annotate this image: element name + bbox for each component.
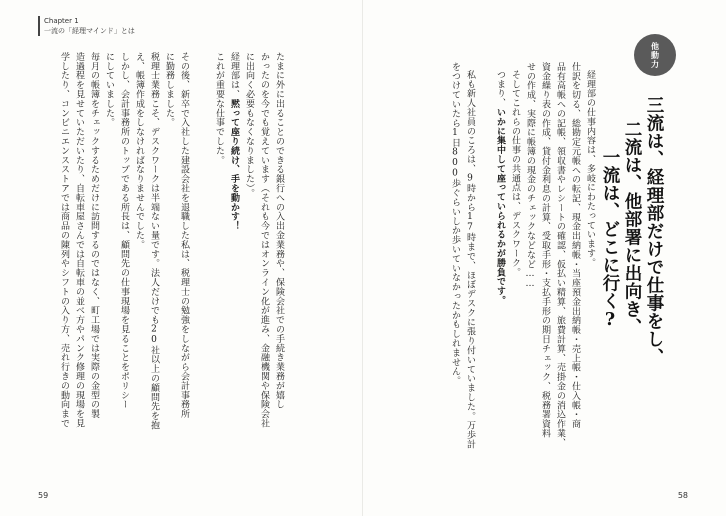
- body-line-with-emphasis: [229, 52, 238, 231]
- body-line-with-emphasis: [495, 70, 504, 305]
- body-line: に勤務しました。: [164, 52, 174, 128]
- headline-line-1: 三流は、経理部だけで仕事をし、: [644, 96, 664, 366]
- body-line: せの作成、実際に帳簿の現金のチェックなどなど……: [525, 62, 535, 290]
- body-line: かったのを今でも覚えています（それも今ではオンライン化が進み、金融機関や保険会社: [259, 52, 269, 428]
- body-line: 私も新人社員のころは、9時から17時まで、ほぼデスクに張り付いていました。万歩計: [465, 70, 475, 449]
- body-line: そしてこれらの仕事の共通点は、デスクワーク。: [510, 70, 520, 277]
- page-58: [363, 0, 726, 516]
- body-line: 造過程を見せていただいたり、自転車屋さんでは自転車の並べ方やパンク修理の現場を見: [74, 52, 84, 428]
- body-line: これが重要な仕事でした。: [214, 52, 224, 165]
- body-line: 資金繰り表の作成、貸付金利息の計算、受取手形・支払手形の期日チェック、税務署資料: [540, 62, 550, 438]
- chapter-label: Chapter 1: [44, 17, 79, 25]
- page-number: 58: [677, 491, 688, 500]
- section-badge: [634, 34, 676, 76]
- body-line: にしていました。: [104, 52, 114, 128]
- emphasis-text: いかに集中して座っていられるかが勝負です。: [495, 107, 505, 306]
- body-line: その後、新卒で入社した建設会社を退職した私は、税理士の勉強をしながら会計事務所: [179, 52, 189, 419]
- section-badge-label: 他動力: [650, 41, 660, 69]
- body-line: え、帳簿作成をしなければなりませんでした。: [134, 52, 144, 250]
- body-line: 学したり、コンビニエンスストアでは商品の陳列やシフトの入り方、売れ行きの動向まで: [59, 52, 69, 428]
- body-line: に出向く必要もなくなりました）。: [244, 52, 254, 198]
- body-line: 毎月の帳簿をチェックするためだけに訪問するのではなく、町工場では実際の金型の製: [89, 52, 99, 419]
- body-line: たまに外に出ることのできる銀行への入出金業務や、保険会社での手続き業務が嬉し: [274, 52, 284, 410]
- running-head: [38, 16, 135, 36]
- body-line: をつけていたら1日800歩ぐらいしか歩いていなかったかもしれません。: [450, 62, 460, 386]
- chapter-title: 一流の「経理マインド」とは: [44, 27, 135, 35]
- body-text: 経理部は、: [229, 52, 239, 99]
- body-line: 品有高帳への記帳、領収書やレシートの確認、仮払い精算、旅費計算、売掛金の消込作業、: [555, 62, 565, 448]
- body-line: 税理士業務こそ、デスクワークは半端ない量です。法人だけでも20社以上の顧問先を抱: [149, 52, 159, 430]
- headline-line-2: 二流は、他部署に出向き、: [622, 120, 642, 336]
- body-line: しかし、会計事務所のトップである所長は、顧問先の仕事現場を見ることをポリシー: [119, 52, 129, 410]
- body-text: つまり、: [495, 70, 505, 108]
- body-line: 仕訳を切る、総勘定元帳への転記、現金出納帳・当座預金出納帳・売上帳・仕入帳・商: [570, 62, 580, 429]
- headline-line-3: 一流は、どこに行く?: [600, 148, 620, 331]
- body-line: 経理部の仕事内容は、多岐にわたっています。: [585, 70, 595, 268]
- page-number: 59: [38, 491, 49, 500]
- emphasis-text: 黙って座り続け、手を動かす！: [229, 99, 239, 231]
